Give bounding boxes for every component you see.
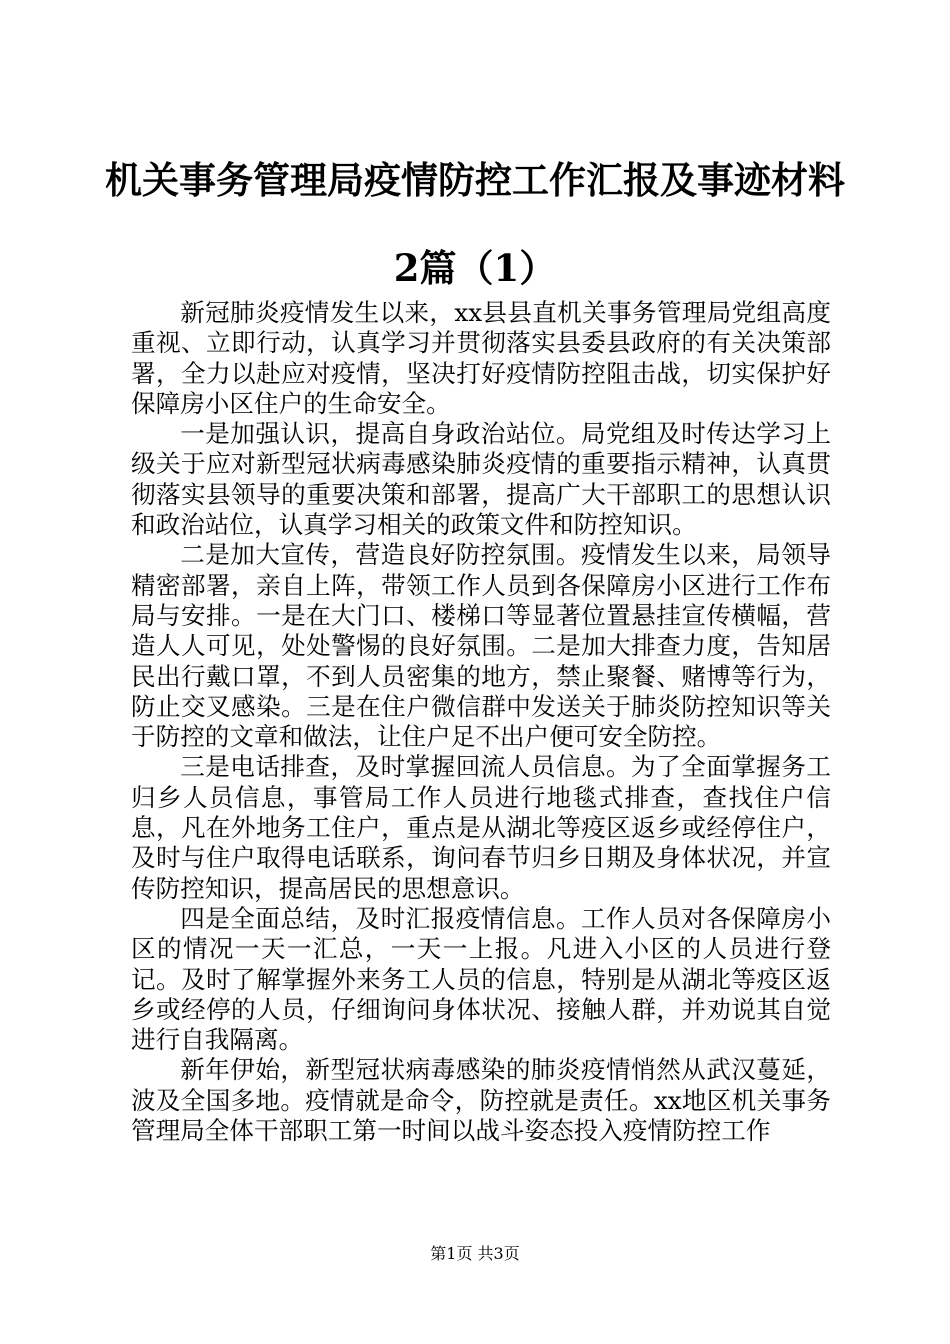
page-number-footer: 第1页 共3页 [430, 1244, 520, 1263]
paragraph-second-article: 新年伊始，新型冠状病毒感染的肺炎疫情悄然从武汉蔓延，波及全国多地。疫情就是命令，防控就是责任。xx地区机关事务管理局全体干部职工第一时间以战斗姿态投入疫情防控工作 [131, 1055, 831, 1146]
document-title-line-2: 2篇（1） [393, 246, 557, 290]
paragraph-point-1: 一是加强认识，提高自身政治站位。局党组及时传达学习上级关于应对新型冠状病毒感染肺炎疫情的重要指示精神，认真贯彻落实县领导的重要决策和部署，提高广大干部职工的思想认识和政治站位，认真学习相关的政策文件和防控知识。 [131, 419, 831, 540]
paragraph-intro: 新冠肺炎疫情发生以来，xx县县直机关事务管理局党组高度重视、立即行动，认真学习并贯彻落实县委县政府的有关决策部署，全力以赴应对疫情，坚决打好疫情防控阻击战，切实保护好保障房小区住户的生命安全。 [131, 298, 831, 418]
paragraph-point-4: 四是全面总结，及时汇报疫情信息。工作人员对各保障房小区的情况一天一汇总，一天一上报。凡进入小区的人员进行登记。及时了解掌握外来务工人员的信息，特别是从湖北等疫区返乡或经停的人员，仔细询问身体状况、接触人群，并劝说其自觉进行自我隔离。 [131, 903, 831, 1055]
document-body [131, 298, 831, 1146]
document-title-line-1: 机关事务管理局疫情防控工作汇报及事迹材料 [105, 158, 845, 202]
paragraph-point-3: 三是电话排查，及时掌握回流人员信息。为了全面掌握务工归乡人员信息，事管局工作人员进行地毯式排查，查找住户信息，凡在外地务工住户，重点是从湖北等疫区返乡或经停住户，及时与住户取得电话联系，询问春节归乡日期及身体状况，并宣传防控知识，提高居民的思想意识。 [131, 752, 831, 903]
paragraph-point-2: 二是加大宣传，营造良好防控氛围。疫情发生以来，局领导精密部署，亲自上阵，带领工作人员到各保障房小区进行工作布局与安排。一是在大门口、楼梯口等显著位置悬挂宣传横幅，营造人人可见，处处警惕的良好氛围。二是加大排查力度，告知居民出行戴口罩，不到人员密集的地方，禁止聚餐、赌博等行为，防止交叉感染。三是在住户微信群中发送关于肺炎防控知识等关于防控的文章和做法，让住户足不出户便可安全防控。 [131, 540, 831, 752]
